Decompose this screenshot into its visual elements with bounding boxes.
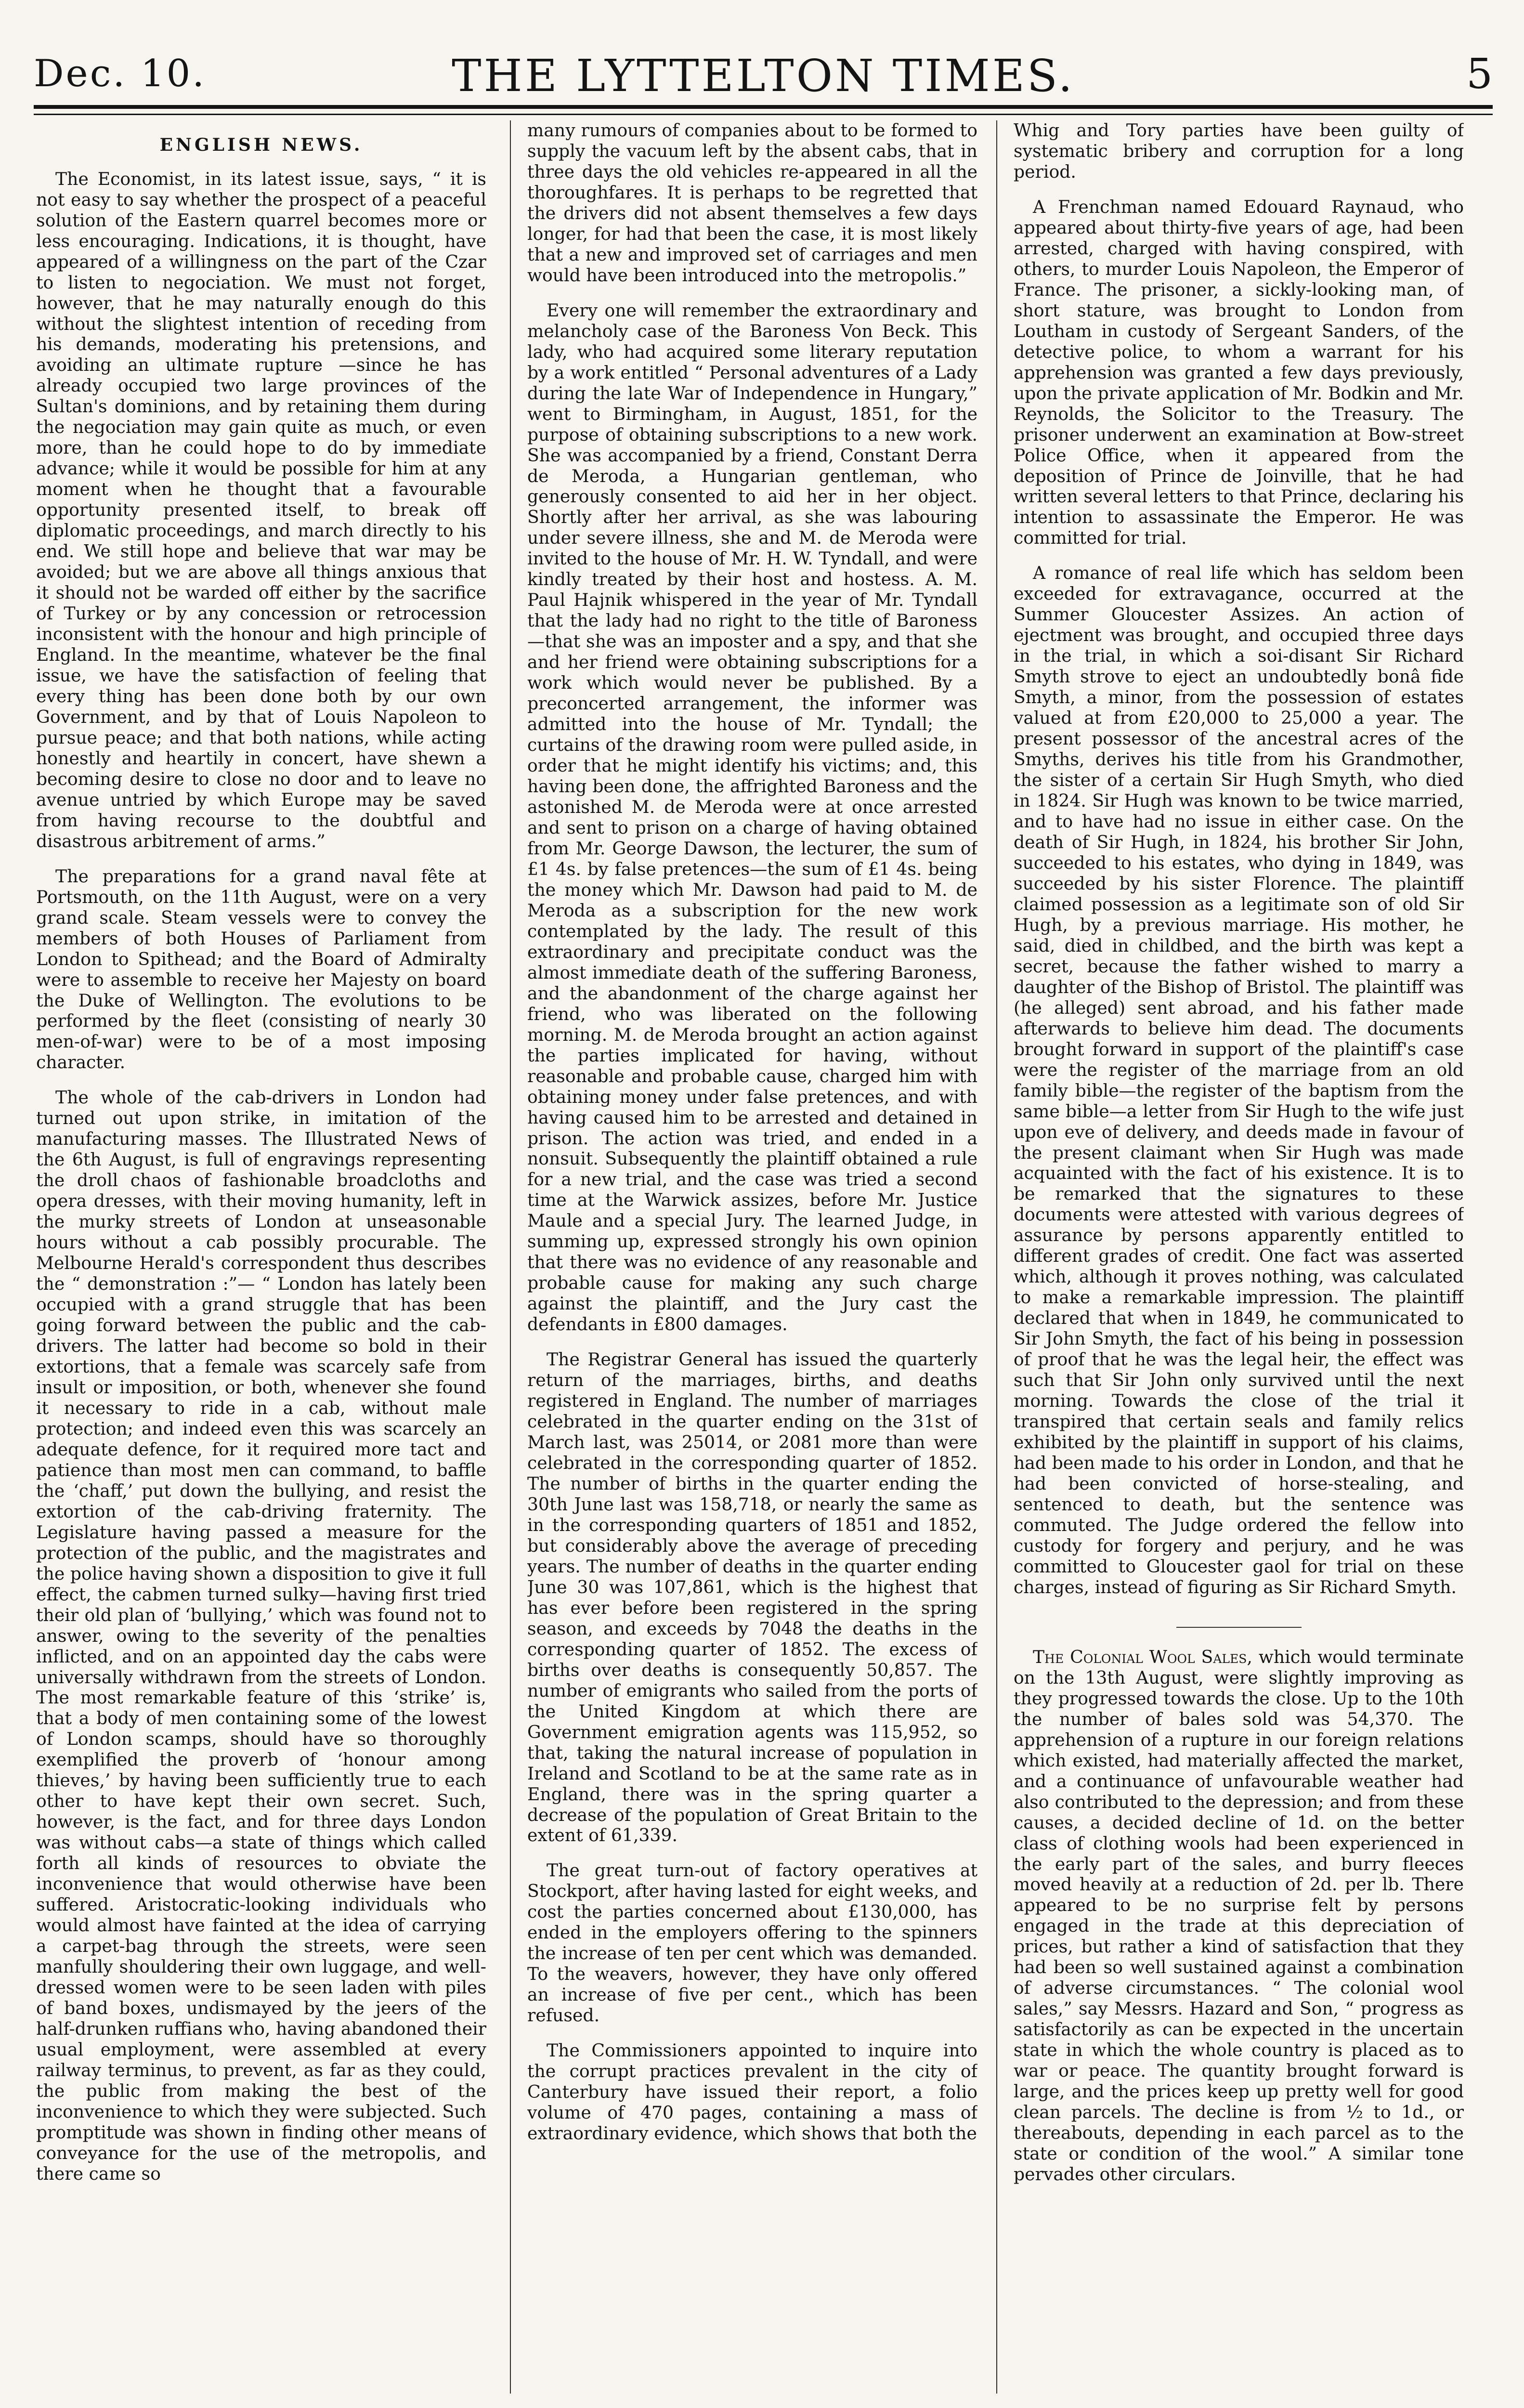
article-paragraph: Whig and Tory parties have been guilty of systematic bribery and corruption for a long period.: [1014, 120, 1464, 182]
article-paragraph: The Economist, in its latest issue, says, “ it is not easy to say whether the prospect of a peaceful solution of the Eastern quarrel becomes more or less encouraging. Indications, it is thought, have appeared of a willingness on the part of the Czar to listen to negociation. We must not forget, however, that he may naturally enough do this without the slightest intention of receding from his demands, moderating his pretensions, and avoiding an ultimate rupture —since he has already occupied two large provinces of the Sultan's dominions, and by retaining them during the negociation may gain quite as much, or even more, than he could hope to do by immediate advance; while it would be possible for him at any moment when he thought that a favourable opportunity presented itself, to break off diplomatic proceedings, and march directly to his end. We still hope and believe that war may be avoided; but we are above all things anxious that it should not be warded off either by the sacrifice of Turkey or by any concession or retrocession inconsistent with the honour and high principle of England. In the meantime, whatever be the final issue, we have the satisfaction of feeling that every thing has been done both by our own Government, and by that of Louis Napoleon to pursue peace; and that both nations, while acting honestly and heartily in concert, have shewn a becoming desire to close no door and to leave no avenue untried by which Europe may be saved from having recourse to the doubtful and disastrous arbitrement of arms.”: [36, 168, 486, 851]
article-paragraph: The preparations for a grand naval fête at Portsmouth, on the 11th August, were on a very grand scale. Steam vessels were to convey the members of both Houses of Parliament from London to Spithead; and the Board of Admiralty were to assemble to receive her Majesty on board the Duke of Wellington. The evolutions to be performed by the fleet (consisting of nearly 30 men-of-war) were to be of a most imposing character.: [36, 865, 486, 1073]
article-paragraph: Every one will remember the extraordinary and melancholy case of the Baroness Von Beck. This lady, who had acquired some literary reputation by a work entitled “ Personal adventures of a Lady during the late War of Independence in Hungary,” went to Birmingham, in August, 1851, for the purpose of obtaining subscriptions to a new work. She was accompanied by a friend, Constant Derra de Meroda, a Hungarian gentleman, who generously consented to aid her in her object. Shortly after her arrival, as she was labouring under severe illness, she and M. de Meroda were invited to the house of Mr. H. W. Tyndall, and were kindly treated by their host and hostess. A. M. Paul Hajnik whispered in the year of Mr. Tyndall that the lady had no right to the title of Baroness—that she was an imposter and a spy, and that she and her friend were obtaining subscriptions for a work which would never be published. By a preconcerted arrangement, the informer was admitted into the house of Mr. Tyndall; the curtains of the drawing room were pulled aside, in order that he might identify his victims; and, this having been done, the affrighted Baroness and the astonished M. de Meroda were at once arrested and sent to prison on a charge of having obtained from Mr. George Dawson, the lecturer, the sum of £1 4s. by false pretences—the sum of £1 4s. being the money which Mr. Dawson had paid to M. de Meroda as a subscription for the new work contemplated by the lady. The result of this extraordinary and precipitate conduct was the almost immediate death of the suffering Baroness, and the abandonment of the charge against her friend, who was liberated on the following morning. M. de Meroda brought an action against the parties implicated for having, without reasonable and probable cause, charged him with obtaining money under false pretences, and with having caused him to be arrested and detained in prison. The action was tried, and ended in a nonsuit. Subsequently the plaintiff obtained a rule for a new trial, and the case was tried a second time at the Warwick assizes, before Mr. Justice Maule and a special Jury. The learned Judge, in summing up, expressed strongly his own opinion that there was no evidence of any reasonable and probable cause for making any such charge against the plaintiff, and the Jury cast the defendants in £800 damages.: [527, 300, 977, 1335]
article-paragraph: many rumours of companies about to be formed to supply the vacuum left by the absent cabs, that in three days the old vehicles re-appeared in all the thoroughfares. It is perhaps to be regretted that the drivers did not absent themselves a few days longer, for had that been the case, it is most likely that a new and improved set of carriages and men would have been introduced into the metropolis.”: [527, 120, 977, 286]
article-paragraph: The whole of the cab-drivers in London had turned out upon strike, in imitation of the manufacturing masses. The Illustrated News of the 6th August, is full of engravings representing the droll chaos of fashionable broadcloths and opera dresses, with their moving humanity, left in the murky streets of London at unseasonable hours without a cab possibly procurable. The Melbourne Herald's correspondent thus describes the “ demonstration :”— “ London has lately been occupied with a grand struggle that has been going forward between the public and the cab-drivers. The latter had become so bold in their extortions, that a female was scarcely safe from insult or imposition, or both, whenever she found it necessary to ride in a cab, without male protection; and indeed even this was scarcely an adequate defence, for it required more tact and patience than most men can command, to baffle the ‘chaff,’ put down the bullying, and resist the extortion of the cab-driving fraternity. The Legislature having passed a measure for the protection of the public, and the magistrates and the police having shown a disposition to give it full effect, the cabmen turned sulky—having first tried their old plan of ‘bullying,’ which was found not to answer, owing to the severity of the penalties inflicted, and on an appointed day the cabs were universally withdrawn from the streets of London. The most remarkable feature of this ‘strike’ is, that a body of men containing some of the lowest of London scamps, should have so thoroughly exemplified the proverb of ‘honour among thieves,’ by having been sufficiently true to each other to have kept their own secret. Such, however, is the fact, and for three days London was without cabs—a state of things which called forth all kinds of resources to obviate the inconvenience that would otherwise have been suffered. Aristocratic-looking individuals who would almost have fainted at the idea of carrying a carpet-bag through the streets, were seen manfully shouldering their own luggage, and well-dressed women were to be seen laden with piles of band boxes, undismayed by the jeers of the half-drunken ruffians who, having abandoned their usual employment, were assembled at every railway terminus, to prevent, as far as they could, the public from making the best of the inconvenience to which they were subjected. Such promptitude was shown in finding other means of conveyance for the use of the metropolis, and there came so: [36, 1087, 486, 2184]
article-paragraph: The Registrar General has issued the quarterly return of the marriages, births, and deaths registered in England. The number of marriages celebrated in the quarter ending on the 31st of March last, was 25014, or 2081 more than were celebrated in the corresponding quarter of 1852. The number of births in the quarter ending the 30th June last was 158,718, or nearly the same as in the corresponding quarters of 1851 and 1852, but considerably above the average of preceding years. The number of deaths in the quarter ending June 30 was 107,861, which is the highest that has ever before been registered in the spring season, and exceeds by 7048 the deaths in the corresponding quarter of 1852. The excess of births over deaths is consequently 50,857. The number of emigrants who sailed from the ports of the United Kingdom at which there are Government emigration agents was 115,952, so that, taking the natural increase of population in Ireland and Scotland to be at the same rate as in England, there was in the spring quarter a decrease of the population of Great Britain to the extent of 61,339.: [527, 1349, 977, 1846]
page-number: 5: [1466, 50, 1493, 98]
column-1: [36, 120, 486, 2394]
article-lead: The Colonial Wool Sales,: [1033, 1646, 1252, 1667]
article-paragraph: The Commissioners appointed to inquire into the corrupt practices prevalent in the city of Canterbury have issued their report, a folio volume of 470 pages, containing a mass of extraordinary evidence, which shows that both the: [527, 2040, 977, 2144]
column-3: [1014, 120, 1464, 2394]
issue-date: Dec. 10.: [34, 52, 207, 95]
article-paragraph: The great turn-out of factory operatives at Stockport, after having lasted for eight weeks, and cost the parties concerned about £130,000, has ended in the employers offering to the spinners the increase of ten per cent which was demanded. To the weavers, however, they have only offered an increase of five per cent., which has been refused.: [527, 1860, 977, 2026]
article-separator: [1176, 1627, 1302, 1628]
column-2: [527, 120, 977, 2394]
article-paragraph: A romance of real life which has seldom been exceeded for extravagance, occurred at the Summer Gloucester Assizes. An action of ejectment was brought, and occupied three days in the trial, in which a soi-disant Sir Richard Smyth strove to eject an undoubtedly bonâ fide Smyth, a minor, from the possession of estates valued at from £20,000 to 25,000 a year. The present possessor of the ancestral acres of the Smyths, derives his title from his Grandmother, the sister of a certain Sir Hugh Smyth, who died in 1824. Sir Hugh was known to be twice married, and to have had no issue in either case. On the death of Sir Hugh, in 1824, his brother Sir John, succeeded to his estates, who dying in 1849, was succeeded by his sister Florence. The plaintiff claimed possession as a legitimate son of old Sir Hugh, by a previous marriage. His mother, he said, died in childbed, and the birth was kept a secret, because the father wished to marry a daughter of the Bishop of Bristol. The plaintiff was (he alleged) sent abroad, and his father made afterwards to believe him dead. The documents brought forward in support of the plaintiff's case were the register of the marriage from an old family bible—the register of the baptism from the same bible—a letter from Sir Hugh to the wife just upon eve of delivery, and deeds made in favour of the present claimant when Sir Hugh was made acquainted with the fact of his existence. It is to be remarked that the signatures to these documents were attested with various degrees of assurance by persons apparently entitled to different grades of credit. One fact was asserted which, although it proves nothing, was calculated to make a remarkable impression. The plaintiff declared that when in 1849, he communicated to Sir John Smyth, the fact of his being in possession of proof that he was the legal heir, the effect was such that Sir John only survived until the next morning. Towards the close of the trial it transpired that certain seals and family relics exhibited by the plaintiff in support of his claims, had been made to his order in London, and that he had been convicted of horse-stealing, and sentenced to death, but the sentence was commuted. The Judge ordered the fellow into custody for forgery and perjury, and he was committed to Gloucester gaol for trial on these charges, instead of figuring as Sir Richard Smyth.: [1014, 563, 1464, 1597]
masthead: [34, 50, 1493, 108]
masthead-rule-thin: [34, 114, 1493, 115]
newspaper-title: THE LYTTELTON TIMES.: [452, 50, 1075, 102]
masthead-rule-thick: [34, 105, 1493, 109]
column-divider: [996, 120, 997, 2394]
article-paragraph: A Frenchman named Edouard Raynaud, who appeared about thirty-five years of age, had been arrested, charged with having conspired, with others, to murder Louis Napoleon, the Emperor of France. The prisoner, a sickly-looking man, of short stature, was brought to London from Loutham in custody of Sergeant Sanders, of the detective police, to whom a warrant for his apprehension was granted a few days previously, upon the private application of Mr. Bodkin and Mr. Reynolds, the Solicitor to the Treasury. The prisoner underwent an examination at Bow-street Police Office, when it appeared from the deposition of Prince de Joinville, that he had written several letters to that Prince, declaring his intention to assassinate the Emperor. He was committed for trial.: [1014, 196, 1464, 549]
section-heading: ENGLISH NEWS.: [159, 135, 363, 155]
article-body: which would terminate on the 13th August, were slightly improving as they progressed towards the close. Up to the 10th the number of bales sold was 54,370. The apprehension of a rupture in our foreign relations which existed, had materially affected the market, and a continuance of unfavourable weather had also contributed to the depression; and from these causes, a decided decline of 1d. on the better class of clothing wools had been experienced in the early part of the sales, and burry fleeces moved heavily at a reduction of 2d. per lb. There appeared to be no surprise felt by persons engaged in the trade at this depreciation of prices, but rather a kind of satisfaction that they had been so well sustained against a combination of adverse circumstances. “ The colonial wool sales,” say Messrs. Hazard and Son, “ progress as satisfactorily as can be expected in the uncertain state in which the whole country is placed as to war or peace. The quantity brought forward is large, and the prices keep up pretty well for good clean parcels. The decline is from ½ to 1d., or thereabouts, depending in each parcel as to the state or condition of the wool.” A similar tone pervades other circulars.: [1014, 1646, 1464, 2185]
column-divider: [510, 120, 511, 2394]
article-paragraph: [1014, 1647, 1464, 2185]
